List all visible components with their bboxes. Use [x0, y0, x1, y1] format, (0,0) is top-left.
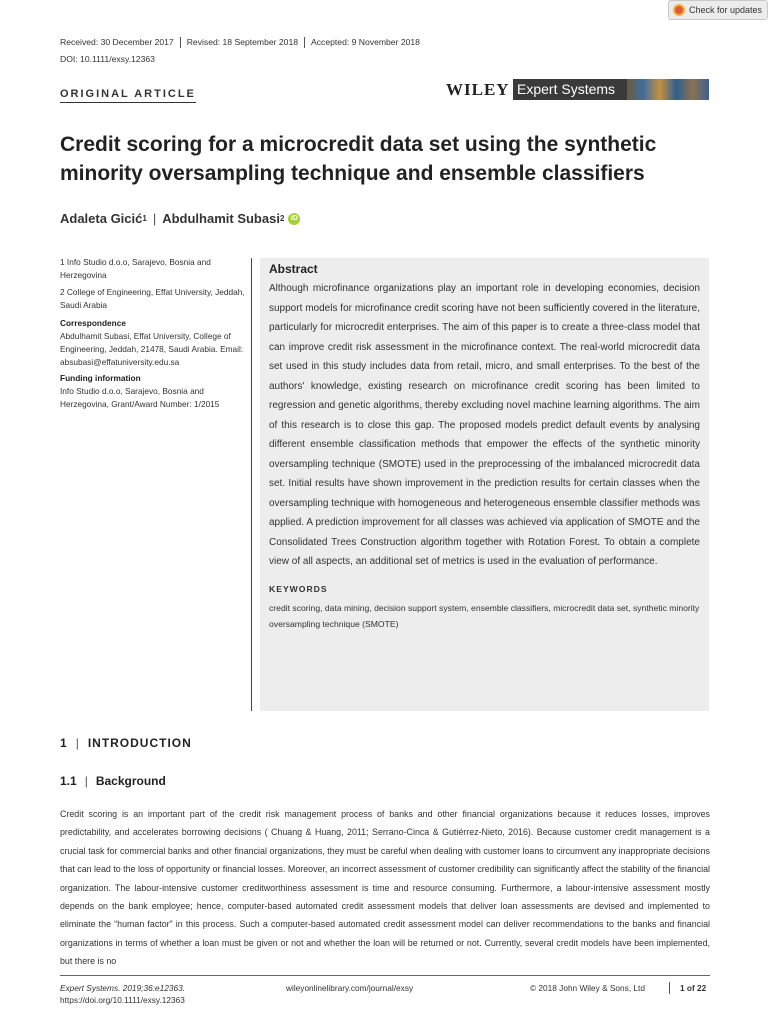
funding-text: Info Studio d.o.o, Sarajevo, Bosnia and Herzegovina, Grant/Award Number: 1/2015	[60, 386, 220, 409]
publisher-logo: WILEY	[446, 80, 510, 99]
affiliation-2: 2 College of Engineering, Effat University, Jeddah, Saudi Arabia	[60, 287, 245, 310]
section-title: INTRODUCTION	[87, 736, 192, 750]
subsection-heading: 1.1 | Background	[60, 774, 166, 788]
author-2-affil: 2	[279, 214, 285, 223]
received-date: Received: 30 December 2017	[60, 37, 181, 48]
journal-name: Expert Systems	[513, 79, 627, 100]
journal-banner-art	[627, 79, 709, 100]
journal-banner	[513, 79, 709, 100]
footer-citation	[60, 982, 185, 1006]
journal-citation: Expert Systems. 2019;36:e12363.	[60, 983, 185, 993]
publication-dates	[60, 37, 432, 48]
author-1-affil: 1	[142, 214, 147, 223]
check-for-updates-label: Check for updates	[689, 5, 763, 15]
abstract-heading: Abstract	[269, 262, 318, 276]
subsection-title: Background	[95, 774, 166, 788]
check-for-updates-button[interactable]	[668, 0, 768, 20]
page-number: 1 of 22	[669, 982, 706, 994]
crossmark-icon	[673, 4, 685, 16]
funding	[60, 372, 245, 411]
abstract-box	[260, 258, 709, 711]
footer-rule	[60, 975, 710, 976]
section-heading: 1 | INTRODUCTION	[60, 736, 192, 750]
funding-label: Funding information	[60, 373, 141, 383]
footer-site-link[interactable]: wileyonlinelibrary.com/journal/exsy	[286, 983, 414, 993]
correspondence-text: Abdulhamit Subasi, Effat University, College of Engineering, Jeddah, 21478, Saudi Arabia. Email: absubasi@effatuniversity.edu.sa	[60, 331, 244, 367]
author-2: Abdulhamit Subasi	[162, 211, 280, 226]
keywords-heading: KEYWORDS	[269, 583, 328, 594]
paper-title: Credit scoring for a microcredit data set using the synthetic minority oversampling technique and ensemble classifiers	[60, 133, 657, 185]
author-1: Adaleta Gicić	[60, 211, 143, 226]
correspondence-label: Correspondence	[60, 318, 126, 328]
body-paragraph: Credit scoring is an important part of the credit risk management process of banks and other financial organizations because it reduces losses, improves predictability, and accelerates borrowing decisions ( Chuang & Huang, 2011; Serrano-Cinca & Gutiérrez-Nieto, 2016). Because customer credit management is a crucial task for commercial banks and other financial organizations, they must be careful when dealing with customer loans to circumvent any inappropriate decisions that can lead to the loss of opportunity or financial losses. Moreover, an incorrect assessment of customer credibility can significantly affect the stability of the financial organization. The labour-intensive customer creditworthiness assessment is time and resource consuming. Furthermore, a labour-intensive assessment mostly depends on the bank employee; hence, computer-based automated credit assessment models that deliver loan assessments are devised and implemented to eliminate the “human factor” in this process. Such a computer-based automated credit assessment model can deliver recommendations to the banks and financial organizations in terms of whether a loan must be given or not and whether the loan will be returned or not. Currently, several credit models have been implemented, but there is no	[60, 809, 711, 967]
accepted-date: Accepted: 9 November 2018	[311, 37, 420, 47]
orcid-icon[interactable]: iD	[288, 213, 300, 225]
subsection-number: 1.1	[60, 774, 77, 788]
doi: DOI: 10.1111/exsy.12363	[60, 54, 155, 64]
author-separator: |	[152, 211, 157, 226]
footer-doi-link[interactable]: https://doi.org/10.1111/exsy.12363	[60, 995, 185, 1005]
revised-date: Revised: 18 September 2018	[187, 37, 305, 48]
correspondence	[60, 317, 245, 369]
column-divider	[251, 258, 252, 711]
affiliation-1: 1 Info Studio d.o.o, Sarajevo, Bosnia and Herzegovina	[60, 257, 211, 280]
footer-copyright: © 2018 John Wiley & Sons, Ltd	[530, 983, 645, 993]
author-list	[60, 211, 300, 226]
article-type: ORIGINAL ARTICLE	[60, 88, 196, 103]
section-number: 1	[60, 736, 68, 750]
keywords-text: credit scoring, data mining, decision support system, ensemble classifiers, microcredit data set, synthetic minority oversampling technique (SMOTE)	[269, 602, 700, 629]
abstract-text: Although microfinance organizations play an important role in developing economies, decision support models for microfinance credit scoring have not been sufficiently covered in the literature, particularly for microcredit enterprises. The aim of this paper is to create a three-class model that can improve credit risk assessment in the microfinance context. The real-world microcredit data set used in this study includes data from retail, micro, and small enterprises. To the best of the authors' knowledge, existing research on microfinance credit scoring has been limited to regression and genetic algorithms, thereby excluding novel machine learning algorithms. The aim of this research is to close this gap. The proposed models predict default events by analysing different ensemble classification methods that empower the effects of the synthetic minority oversampling technique (SMOTE) used in the preprocessing of the imbalanced microcredit data set. Initial results have shown improvement in the prediction results for certain classes when the oversampling technique with homogeneous and heterogeneous ensemble classifier methods was applied. A prediction improvement for all classes was achieved via application of SMOTE and the Consolidated Trees Construction algorithm together with Rotation Forest. To obtain a complete view of all aspects, an additional set of metrics is used in the evaluation of performance.	[269, 283, 700, 567]
